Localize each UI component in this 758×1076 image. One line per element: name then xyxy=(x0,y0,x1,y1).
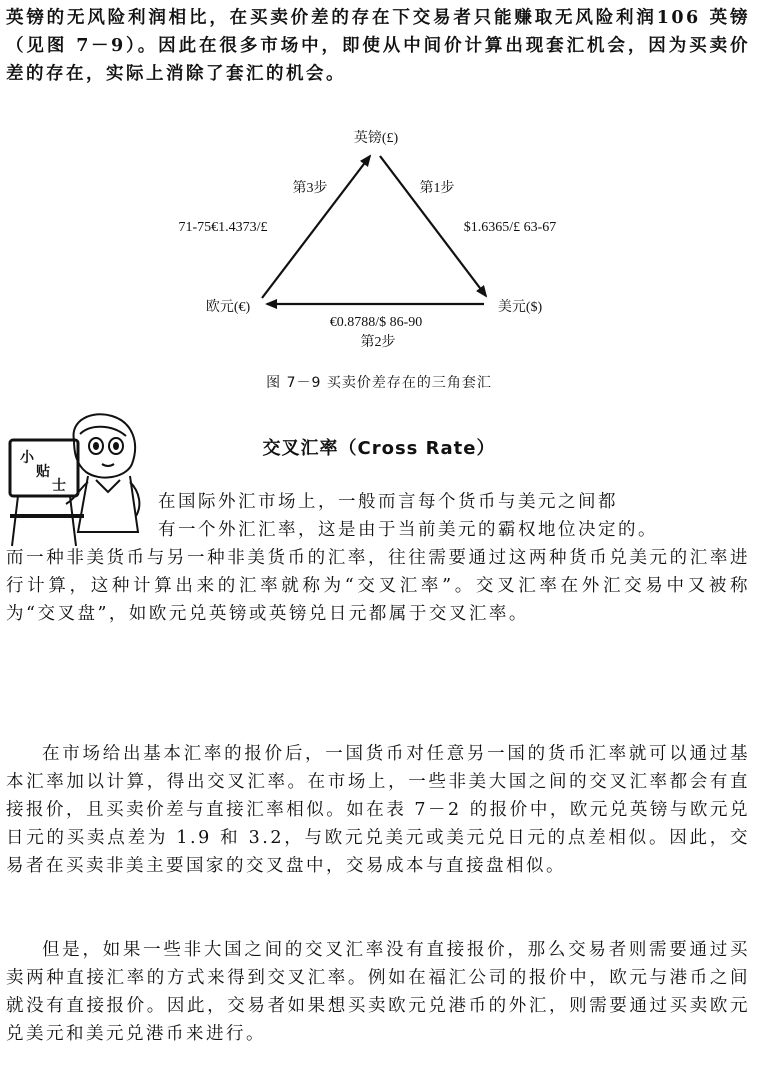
step-3-label: 第3步 xyxy=(292,181,328,196)
tip-board-char-3: 士 xyxy=(52,478,66,494)
intro-paragraph: 英镑的无风险利润相比，在买卖价差的存在下交易者只能赚取无风险利润106 英镑（见图 7－9）。因此在很多市场中，即使从中间价计算出现套汇机会，因为买卖价差的存在，实际上消除了套汇的机会。 xyxy=(6,8,750,84)
rate-usd-gbp: $1.6365/£ 63-67 xyxy=(463,220,557,235)
arrow-eur-to-gbp xyxy=(262,156,370,298)
step-1-label: 第1步 xyxy=(419,181,455,196)
figure-caption: 图 7－9 买卖价差存在的三角套汇 xyxy=(266,375,492,391)
node-gbp: 英镑(£) xyxy=(353,131,399,146)
step-2-label: 第2步 xyxy=(360,335,396,350)
p1-line-1: 在国际外汇市场上，一般而言每个货币与美元之间都 xyxy=(158,492,618,512)
node-usd: 美元($) xyxy=(497,300,543,315)
tip-board-char-1: 小 xyxy=(20,450,34,466)
cross-rate-paragraph-3: 但是，如果一些非大国之间的交叉汇率没有直接报价，那么交易者则需要通过买卖两种直接汇率的方式来得到交叉汇率。例如在福汇公司的报价中，欧元与港币之间就没有直接报价。因此，交易者如果想买卖欧元兑港币的外汇，则需要通过买卖欧元兑美元和美元兑港币来进行。 xyxy=(6,940,750,1044)
section-title: 交叉汇率（Cross Rate） xyxy=(262,438,496,459)
node-eur: 欧元(€) xyxy=(205,300,251,315)
rate-eur-gbp: 71-75€1.4373/£ xyxy=(178,220,268,235)
cross-rate-paragraph-2: 在市场给出基本汇率的报价后，一国货币对任意另一国的货币汇率就可以通过基本汇率加以计算，得出交叉汇率。在市场上，一些非美大国之间的交叉汇率都会有直接报价，且买卖价差与直接汇率相似。如在表 7－2 的报价中，欧元兑英镑与欧元兑日元的买卖点差为 1.9 和 3.2，与欧元兑美元或美元兑日元的点差相似。因此，交易者在买卖非美主要国家的交叉盘中，交易成本与直接盘相似。 xyxy=(6,744,750,876)
rate-eur-usd: €0.8788/$ 86-90 xyxy=(329,315,423,330)
cross-rate-paragraph-1 xyxy=(6,488,750,628)
tip-board-char-2: 贴 xyxy=(36,464,50,480)
p1-line-2: 有一个外汇汇率，这是由于当前美元的霸权地位决定的。 xyxy=(158,520,658,540)
p1-rest: 而一种非美货币与另一种非美货币的汇率，往往需要通过这两种货币兑美元的汇率进行计算，这种计算出来的汇率就称为“交叉汇率”。交叉汇率在外汇交易中又被称为“交叉盘”，如欧元兑英镑或英镑兑日元都属于交叉汇率。 xyxy=(6,548,750,624)
